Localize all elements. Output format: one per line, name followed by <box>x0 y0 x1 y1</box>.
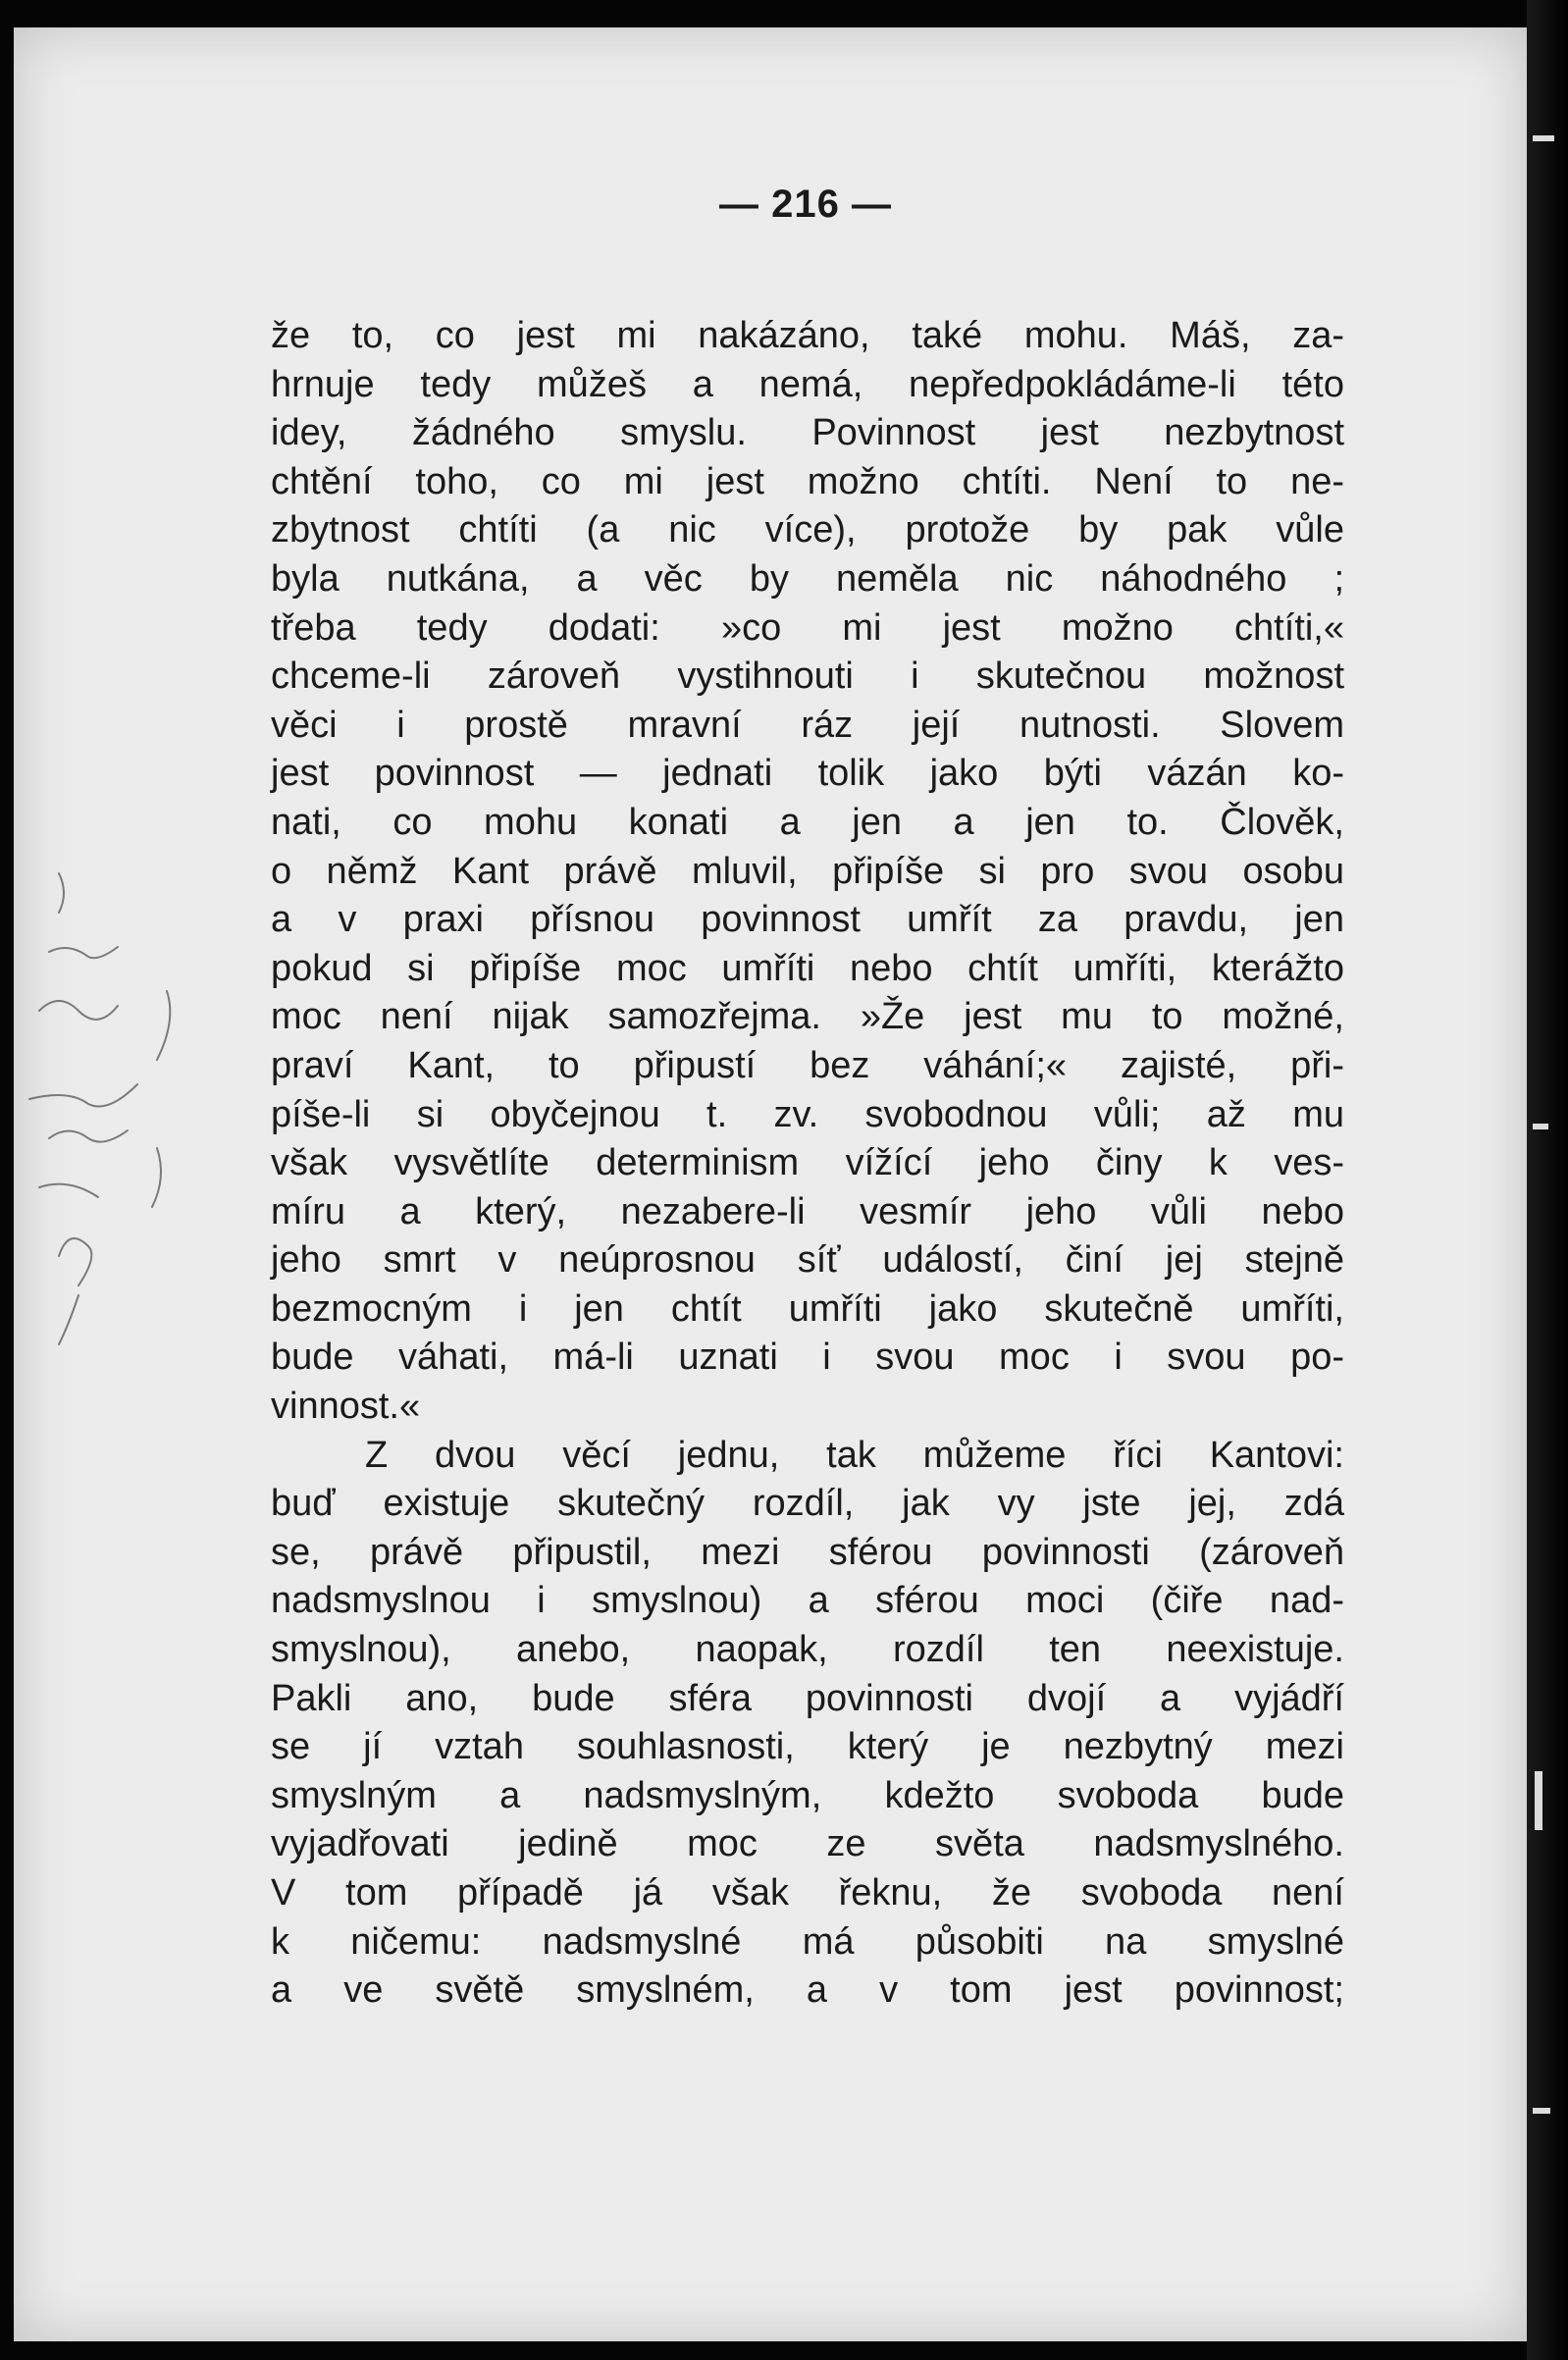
text-line: Pakli ano, bude sféra povinnosti dvojí a vyjádří <box>271 1677 1344 1719</box>
text-line: bude váhati, má-li uznati i svou moc i svou po- <box>271 1337 1344 1379</box>
text-line: míru a který, nezabere-li vesmír jeho vůli nebo <box>271 1190 1344 1232</box>
text-line: nadsmyslnou i smyslnou) a sférou moci (čiře nad- <box>271 1580 1344 1622</box>
text-line: smyslným a nadsmyslným, kdežto svoboda bude <box>271 1774 1344 1816</box>
text-line: a ve světě smyslném, a v tom jest povinnost; <box>271 1969 1344 2012</box>
text-line: Z dvou věcí jednu, tak můžeme říci Kantovi: <box>365 1434 1344 1476</box>
page-number: — 216 — <box>719 183 892 226</box>
page-edge-shadow <box>1527 0 1568 2360</box>
text-line: nati, co mohu konati a jen a jen to. Člověk, <box>271 801 1344 843</box>
edge-mark <box>1533 135 1554 141</box>
text-line: bezmocným i jen chtít umříti jako skutečně umříti, <box>271 1287 1344 1330</box>
text-line: buď existuje skutečný rozdíl, jak vy jste jej, zdá <box>271 1483 1344 1525</box>
text-line: chtění toho, co mi jest možno chtíti. Není to ne- <box>271 460 1344 502</box>
text-line: že to, co jest mi nakázáno, také mohu. Máš, za- <box>271 315 1344 356</box>
edge-mark <box>1533 1124 1548 1129</box>
text-line: však vysvětlíte determinism vížící jeho činy k ves- <box>271 1142 1344 1184</box>
text-line: praví Kant, to připustí bez váhání;« zajisté, při- <box>271 1044 1344 1086</box>
edge-mark <box>1535 1771 1542 1830</box>
text-line: vyjadřovati jedině moc ze světa nadsmyslného. <box>271 1823 1344 1865</box>
text-line: jest povinnost — jednati tolik jako býti vázán ko- <box>271 753 1344 795</box>
text-line: píše-li si obyčejnou t. zv. svobodnou vůli; až mu <box>271 1093 1344 1135</box>
text-line: byla nutkána, a věc by neměla nic náhodného ; <box>271 557 1344 600</box>
text-line: vinnost.« <box>271 1386 421 1428</box>
text-line: moc není nijak samozřejma. »Že jest mu to možné, <box>271 996 1344 1038</box>
text-line: V tom případě já však řeknu, že svoboda není <box>271 1872 1344 1914</box>
text-line: zbytnost chtíti (a nic více), protože by pak vůle <box>271 509 1344 551</box>
text-line: třeba tedy dodati: »co mi jest možno chtíti,« <box>271 606 1344 649</box>
body-text <box>271 312 1344 2016</box>
text-line: a v praxi přísnou povinnost umřít za pravdu, jen <box>271 899 1344 941</box>
text-line: se jí vztah souhlasnosti, který je nezbytný mezi <box>271 1726 1344 1768</box>
text-line: k ničemu: nadsmyslné má působiti na smyslné <box>271 1920 1344 1963</box>
text-line: chceme-li zároveň vystihnouti i skutečnou možnost <box>271 656 1344 698</box>
text-line: pokud si připíše moc umříti nebo chtít umříti, kterážto <box>271 947 1344 989</box>
text-line: o němž Kant právě mluvil, připíše si pro svou osobu <box>271 850 1344 892</box>
text-line: věci i prostě mravní ráz její nutnosti. Slovem <box>271 704 1344 746</box>
handwritten-margin-note <box>20 844 275 1354</box>
text-line: smyslnou), anebo, naopak, rozdíl ten neexistuje. <box>271 1629 1344 1671</box>
text-line: jeho smrt v neúprosnou síť událostí, činí jej stejně <box>271 1239 1344 1282</box>
text-line: se, právě připustil, mezi sférou povinnosti (zároveň <box>271 1531 1344 1573</box>
text-line: hrnuje tedy můžeš a nemá, nepředpokládáme-li této <box>271 363 1344 405</box>
edge-mark <box>1533 2108 1550 2114</box>
text-line: idey, žádného smyslu. Povinnost jest nezbytnost <box>271 412 1344 454</box>
